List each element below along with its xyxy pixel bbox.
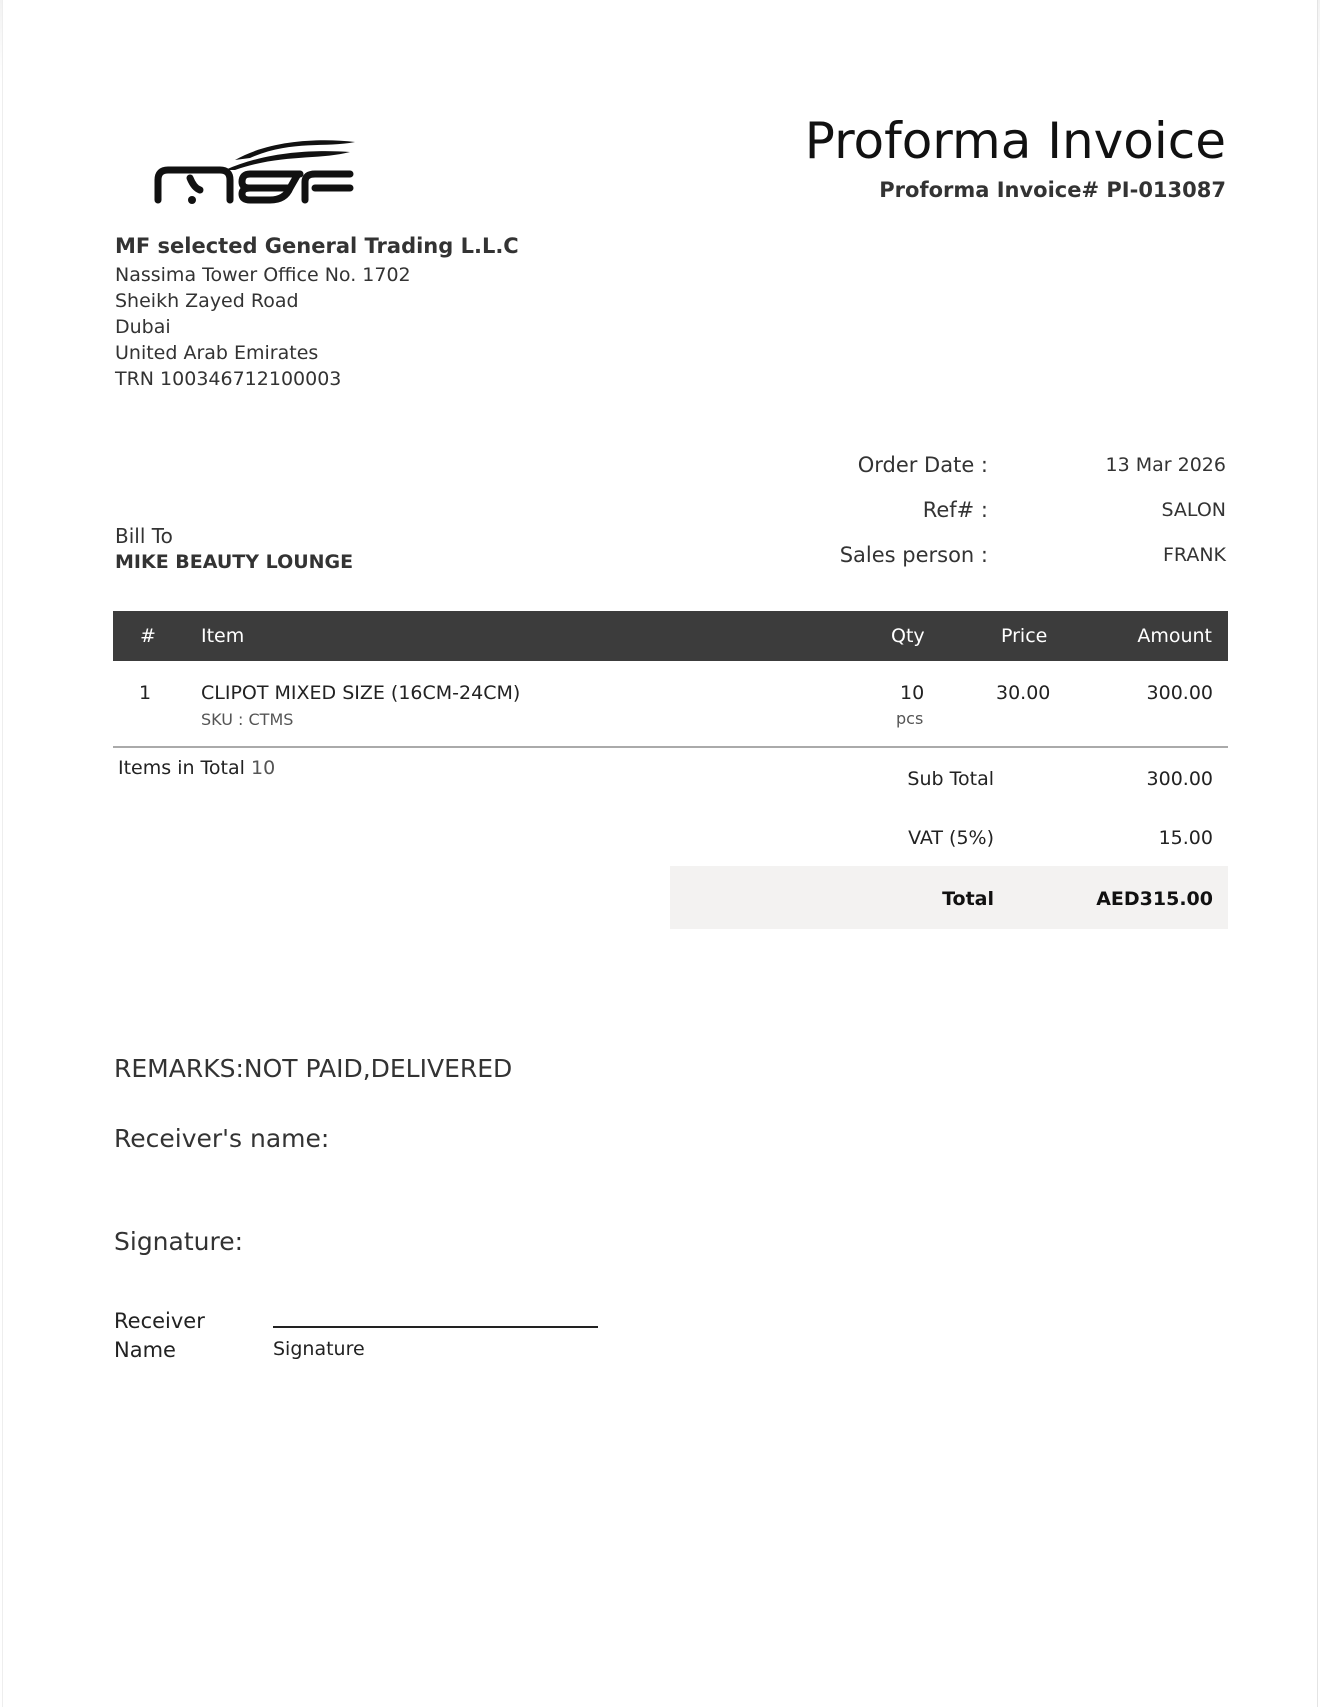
row-sku: SKU : CTMS [201,710,294,729]
receiver-label-1: Receiver [114,1309,205,1333]
col-price: Price [1001,625,1048,647]
ref-label: Ref# : [922,498,988,522]
col-amount: Amount [1137,625,1212,647]
col-item: Item [201,625,245,647]
order-date-value: 13 Mar 2026 [1105,454,1226,476]
company-name: MF selected General Trading L.L.C [115,234,519,258]
vat-value: 15.00 [1158,827,1213,849]
receiver-label-2: Name [114,1338,176,1362]
total-label: Total [942,888,994,910]
company-logo [150,130,380,210]
row-qty: 10 [900,682,925,704]
signature-line [273,1326,598,1328]
address-line: Sheikh Zayed Road [115,290,299,312]
row-unit: pcs [896,709,924,728]
col-num: # [140,625,156,647]
order-date-label: Order Date : [857,453,988,477]
subtotal-value: 300.00 [1146,768,1213,790]
sales-person-value: FRANK [1162,544,1226,566]
remarks: REMARKS:NOT PAID,DELIVERED [114,1054,513,1083]
invoice-number: Proforma Invoice# PI-013087 [879,178,1226,202]
address-line: United Arab Emirates [115,342,319,364]
items-total-label: Items in Total [118,757,245,779]
items-total [118,757,275,779]
table-divider [113,746,1228,748]
col-qty: Qty [891,625,925,647]
address-line: Dubai [115,316,171,338]
sales-person-label: Sales person : [839,543,988,567]
bill-to-label: Bill To [115,524,173,548]
address-line: Nassima Tower Office No. 1702 [115,264,411,286]
company-trn: TRN 100346712100003 [115,368,342,390]
document-title: Proforma Invoice [804,112,1226,170]
row-num: 1 [139,682,152,704]
subtotal-label: Sub Total [907,768,994,790]
receiver-name-heading: Receiver's name: [114,1124,330,1153]
items-total-count: 10 [250,757,276,779]
row-amount: 300.00 [1146,682,1213,704]
vat-label: VAT (5%) [908,827,994,849]
signature-label: Signature [273,1338,365,1360]
total-value: AED315.00 [1096,888,1213,910]
ref-value: SALON [1161,499,1226,521]
signature-heading: Signature: [114,1227,244,1256]
table-header [113,611,1228,661]
row-item: CLIPOT MIXED SIZE (16CM-24CM) [201,682,521,704]
row-price: 30.00 [996,682,1051,704]
bill-to-name: MIKE BEAUTY LOUNGE [115,551,354,573]
